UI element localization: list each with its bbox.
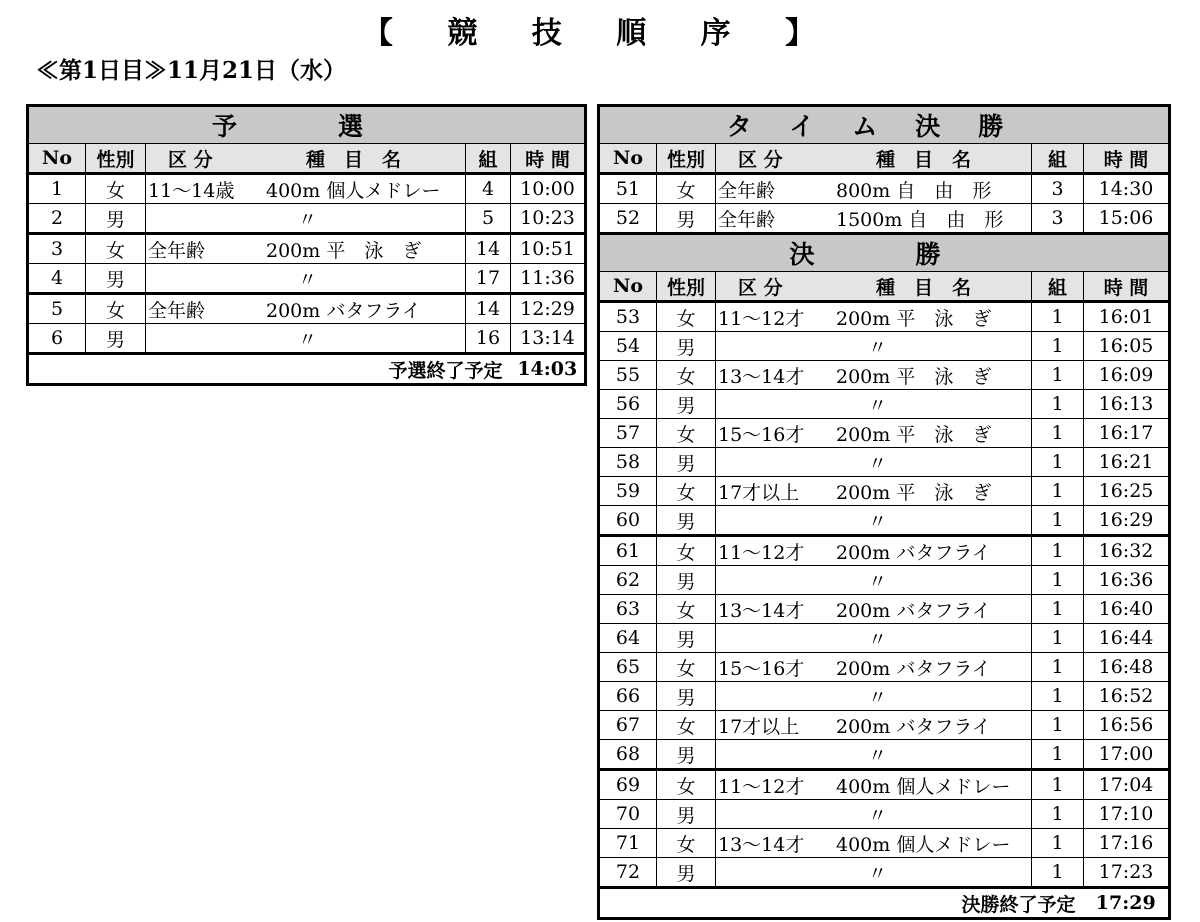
event-no: 53 (599, 302, 657, 332)
category: 全年齢 (148, 239, 206, 262)
event-no: 65 (599, 653, 657, 682)
col-header-heat: 組 (466, 144, 511, 174)
final-end-label: 決勝終了予定 (599, 888, 1084, 919)
heats: 16 (466, 324, 511, 354)
sex: 女 (657, 174, 716, 204)
event-name: 400m 個人メドレー (836, 775, 1011, 798)
col-header-heat: 組 (1032, 144, 1084, 174)
table-row (599, 174, 1170, 204)
heats: 17 (466, 264, 511, 294)
heats: 1 (1032, 829, 1084, 858)
col-header-event (716, 144, 1032, 174)
col-header-event-name: 種 目 名 (876, 148, 972, 171)
start-time: 17:10 (1084, 800, 1170, 829)
category: 13～14才 (718, 365, 805, 388)
sex: 男 (657, 740, 716, 770)
event-no: 70 (599, 800, 657, 829)
table-row (599, 536, 1170, 566)
sex: 女 (86, 174, 146, 204)
event-no: 1 (28, 174, 86, 204)
event-no: 2 (28, 204, 86, 234)
event-cell (716, 448, 1032, 477)
event-name: 〃 (868, 862, 888, 885)
col-header-time: 時 間 (511, 144, 586, 174)
start-time: 16:32 (1084, 536, 1170, 566)
timed-final-header (599, 106, 1170, 144)
heats: 14 (466, 294, 511, 324)
event-name: 〃 (298, 328, 318, 351)
event-name: 〃 (298, 208, 318, 231)
sex: 女 (657, 302, 716, 332)
sex: 女 (86, 294, 146, 324)
event-no: 6 (28, 324, 86, 354)
sex: 女 (657, 361, 716, 390)
start-time: 16:09 (1084, 361, 1170, 390)
event-cell (146, 174, 466, 204)
table-row (599, 800, 1170, 829)
heats: 1 (1032, 800, 1084, 829)
heats: 1 (1032, 595, 1084, 624)
heats: 4 (466, 174, 511, 204)
event-name: 200m バタフライ (836, 657, 991, 680)
heats: 1 (1032, 624, 1084, 653)
event-cell (716, 653, 1032, 682)
prelim-label: 予 選 (28, 106, 586, 144)
start-time: 11:36 (511, 264, 586, 294)
event-cell (716, 566, 1032, 595)
table-row (599, 204, 1170, 234)
table-row (599, 740, 1170, 770)
start-time: 16:52 (1084, 682, 1170, 711)
sex: 男 (657, 448, 716, 477)
start-time: 16:44 (1084, 624, 1170, 653)
event-name: 200m 平 泳 ぎ (836, 307, 992, 330)
event-cell (146, 324, 466, 354)
final-header (599, 234, 1170, 272)
col-header-time: 時 間 (1084, 272, 1170, 302)
heats: 1 (1032, 477, 1084, 506)
col-header-event (716, 272, 1032, 302)
event-name: 800m 自 由 形 (836, 179, 992, 202)
sex: 女 (657, 536, 716, 566)
category: 全年齢 (718, 208, 776, 231)
event-name: 200m 平 泳 ぎ (836, 365, 992, 388)
heats: 1 (1032, 302, 1084, 332)
col-header-sex: 性別 (657, 144, 716, 174)
event-name: 200m 平 泳 ぎ (836, 423, 992, 446)
event-no: 68 (599, 740, 657, 770)
table-row (599, 361, 1170, 390)
table-row (599, 858, 1170, 888)
event-no: 56 (599, 390, 657, 419)
start-time: 14:30 (1084, 174, 1170, 204)
event-cell (716, 829, 1032, 858)
sex: 男 (657, 624, 716, 653)
table-row (599, 506, 1170, 536)
event-no: 66 (599, 682, 657, 711)
event-cell (716, 595, 1032, 624)
heats: 1 (1032, 566, 1084, 595)
start-time: 12:29 (511, 294, 586, 324)
table-row (599, 448, 1170, 477)
event-name: 200m バタフライ (266, 299, 421, 322)
event-name: 〃 (868, 628, 888, 651)
heats: 1 (1032, 711, 1084, 740)
event-name: 〃 (868, 686, 888, 709)
event-no: 71 (599, 829, 657, 858)
event-cell (146, 234, 466, 264)
prelim-column-headers (28, 144, 586, 174)
event-cell (146, 204, 466, 234)
event-cell (716, 390, 1032, 419)
prelim-end (28, 354, 586, 385)
event-cell (716, 740, 1032, 770)
event-no: 69 (599, 770, 657, 800)
col-header-sex: 性別 (86, 144, 146, 174)
col-header-no: No (599, 144, 657, 174)
event-no: 4 (28, 264, 86, 294)
event-no: 64 (599, 624, 657, 653)
sex: 男 (86, 264, 146, 294)
category: 13～14才 (718, 599, 805, 622)
heats: 1 (1032, 770, 1084, 800)
start-time: 16:17 (1084, 419, 1170, 448)
sex: 女 (86, 234, 146, 264)
heats: 1 (1032, 682, 1084, 711)
category: 11～14歳 (148, 179, 235, 202)
start-time: 10:23 (511, 204, 586, 234)
table-row (599, 302, 1170, 332)
col-header-time: 時 間 (1084, 144, 1170, 174)
event-no: 54 (599, 332, 657, 361)
final-label: 決 勝 (599, 234, 1170, 272)
event-cell (716, 682, 1032, 711)
event-name: 〃 (868, 744, 888, 767)
sex: 男 (657, 332, 716, 361)
category: 11～12才 (718, 775, 805, 798)
table-row (599, 770, 1170, 800)
sex: 女 (657, 829, 716, 858)
heats: 1 (1032, 506, 1084, 536)
start-time: 13:14 (511, 324, 586, 354)
day-date-heading: ≪第1日目≫11月21日（水） (36, 57, 347, 84)
sex: 男 (657, 506, 716, 536)
prelim-header (28, 106, 586, 144)
table-row (599, 682, 1170, 711)
table-row (28, 204, 586, 234)
start-time: 16:01 (1084, 302, 1170, 332)
event-no: 72 (599, 858, 657, 888)
timed-final-column-headers (599, 144, 1170, 174)
event-no: 60 (599, 506, 657, 536)
event-name: 〃 (868, 452, 888, 475)
table-row (28, 264, 586, 294)
col-header-category: 区 分 (738, 276, 783, 299)
event-no: 61 (599, 536, 657, 566)
heats: 1 (1032, 390, 1084, 419)
start-time: 16:56 (1084, 711, 1170, 740)
event-cell (716, 174, 1032, 204)
start-time: 16:36 (1084, 566, 1170, 595)
event-no: 5 (28, 294, 86, 324)
start-time: 10:51 (511, 234, 586, 264)
prelim-table (26, 104, 587, 386)
event-cell (716, 419, 1032, 448)
heats: 5 (466, 204, 511, 234)
prelim-end-label: 予選終了予定 (28, 354, 511, 385)
event-cell (716, 477, 1032, 506)
event-no: 67 (599, 711, 657, 740)
start-time: 16:13 (1084, 390, 1170, 419)
event-name: 200m 平 泳 ぎ (836, 481, 992, 504)
category: 15～16才 (718, 423, 805, 446)
heats: 1 (1032, 858, 1084, 888)
final-column-headers (599, 272, 1170, 302)
event-cell (716, 800, 1032, 829)
start-time: 17:00 (1084, 740, 1170, 770)
sex: 男 (657, 390, 716, 419)
sex: 男 (86, 204, 146, 234)
event-no: 51 (599, 174, 657, 204)
category: 13～14才 (718, 833, 805, 856)
table-row (599, 829, 1170, 858)
sex: 男 (657, 566, 716, 595)
start-time: 16:21 (1084, 448, 1170, 477)
category: 全年齢 (718, 179, 776, 202)
event-cell (146, 294, 466, 324)
event-no: 57 (599, 419, 657, 448)
col-header-sex: 性別 (657, 272, 716, 302)
event-cell (716, 332, 1032, 361)
sex: 女 (657, 595, 716, 624)
category: 11～12才 (718, 541, 805, 564)
event-no: 59 (599, 477, 657, 506)
event-name: 〃 (868, 510, 888, 533)
event-cell (146, 264, 466, 294)
category: 17才以上 (718, 715, 800, 738)
page-title: 【 競 技 順 序 】 (362, 16, 838, 51)
start-time: 17:23 (1084, 858, 1170, 888)
heats: 1 (1032, 536, 1084, 566)
heats: 1 (1032, 448, 1084, 477)
start-time: 16:29 (1084, 506, 1170, 536)
start-time: 16:25 (1084, 477, 1170, 506)
event-no: 3 (28, 234, 86, 264)
sex: 男 (86, 324, 146, 354)
heats: 1 (1032, 332, 1084, 361)
table-row (599, 595, 1170, 624)
start-time: 16:40 (1084, 595, 1170, 624)
heats: 14 (466, 234, 511, 264)
event-cell (716, 506, 1032, 536)
sex: 女 (657, 711, 716, 740)
table-row (599, 390, 1170, 419)
start-time: 16:05 (1084, 332, 1170, 361)
category: 17才以上 (718, 481, 800, 504)
event-no: 58 (599, 448, 657, 477)
start-time: 15:06 (1084, 204, 1170, 234)
table-row (28, 294, 586, 324)
col-header-category: 区 分 (168, 148, 213, 171)
heats: 1 (1032, 419, 1084, 448)
sex: 女 (657, 477, 716, 506)
category: 15～16才 (718, 657, 805, 680)
timed-final-label: タイム決勝 (599, 106, 1170, 144)
final-end (599, 888, 1170, 919)
event-name: 200m バタフライ (836, 715, 991, 738)
event-name: 〃 (868, 570, 888, 593)
event-name: 〃 (868, 804, 888, 827)
sex: 男 (657, 858, 716, 888)
event-name: 200m 平 泳 ぎ (266, 239, 422, 262)
sex: 女 (657, 653, 716, 682)
sex: 男 (657, 682, 716, 711)
sex: 男 (657, 800, 716, 829)
event-no: 63 (599, 595, 657, 624)
event-cell (716, 770, 1032, 800)
table-row (28, 234, 586, 264)
heats: 1 (1032, 361, 1084, 390)
event-no: 52 (599, 204, 657, 234)
event-name: 200m バタフライ (836, 541, 991, 564)
event-cell (716, 624, 1032, 653)
event-name: 200m バタフライ (836, 599, 991, 622)
sex: 男 (657, 204, 716, 234)
event-cell (716, 361, 1032, 390)
event-cell (716, 711, 1032, 740)
start-time: 16:48 (1084, 653, 1170, 682)
event-name: 〃 (868, 394, 888, 417)
heats: 1 (1032, 653, 1084, 682)
category: 11～12才 (718, 307, 805, 330)
prelim-end-time: 14:03 (511, 354, 586, 385)
event-name: 〃 (868, 336, 888, 359)
event-cell (716, 302, 1032, 332)
table-row (599, 624, 1170, 653)
table-row (599, 477, 1170, 506)
event-cell (716, 204, 1032, 234)
event-no: 62 (599, 566, 657, 595)
table-row (599, 653, 1170, 682)
event-name: 1500m 自 由 形 (836, 208, 1004, 231)
start-time: 17:04 (1084, 770, 1170, 800)
event-name: 400m 個人メドレー (266, 179, 441, 202)
sex: 女 (657, 770, 716, 800)
event-cell (716, 536, 1032, 566)
start-time: 10:00 (511, 174, 586, 204)
table-row (599, 566, 1170, 595)
sex: 女 (657, 419, 716, 448)
start-time: 17:16 (1084, 829, 1170, 858)
table-row (599, 711, 1170, 740)
heats: 3 (1032, 174, 1084, 204)
event-no: 55 (599, 361, 657, 390)
heats: 3 (1032, 204, 1084, 234)
table-row (28, 324, 586, 354)
category: 全年齢 (148, 299, 206, 322)
col-header-event (146, 144, 466, 174)
col-header-no: No (599, 272, 657, 302)
col-header-category: 区 分 (738, 148, 783, 171)
event-cell (716, 858, 1032, 888)
finals-table (597, 104, 1171, 920)
col-header-heat: 組 (1032, 272, 1084, 302)
table-row (28, 174, 586, 204)
event-name: 〃 (298, 268, 318, 291)
event-name: 400m 個人メドレー (836, 833, 1011, 856)
col-header-no: No (28, 144, 86, 174)
col-header-event-name: 種 目 名 (306, 148, 402, 171)
table-row (599, 419, 1170, 448)
final-end-time: 17:29 (1084, 888, 1170, 919)
col-header-event-name: 種 目 名 (876, 276, 972, 299)
heats: 1 (1032, 740, 1084, 770)
table-row (599, 332, 1170, 361)
